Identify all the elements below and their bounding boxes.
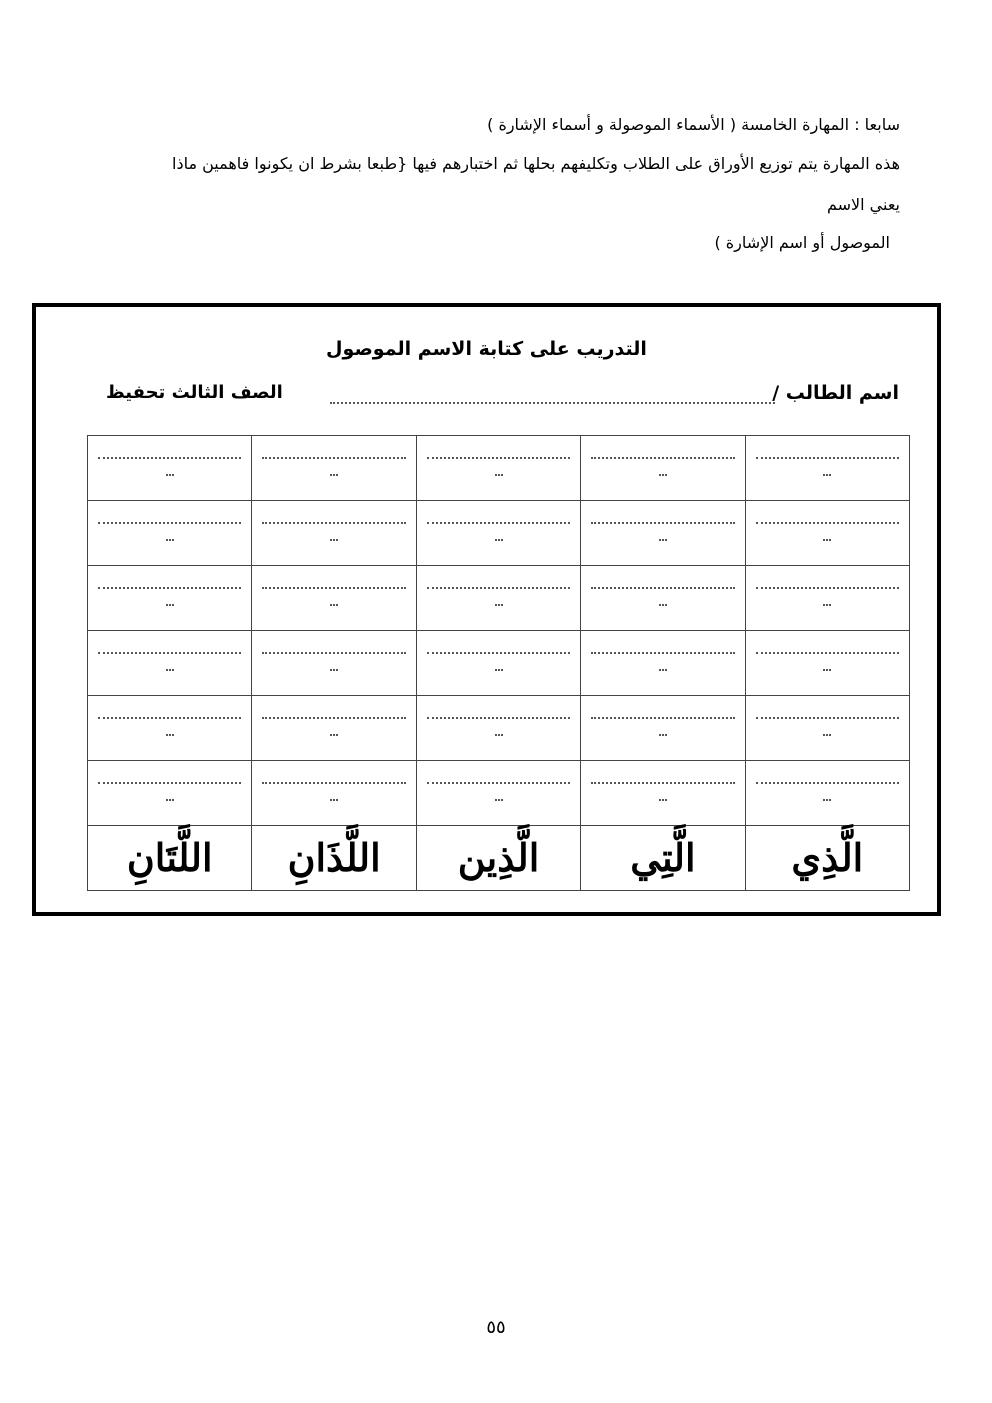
practice-row bbox=[88, 436, 910, 501]
practice-row bbox=[88, 501, 910, 566]
writing-cell[interactable] bbox=[88, 566, 252, 631]
writing-cell[interactable] bbox=[252, 501, 416, 566]
practice-row bbox=[88, 696, 910, 761]
writing-cell[interactable] bbox=[416, 566, 580, 631]
word-cell: الَّذِين bbox=[416, 826, 580, 891]
page-number: ٥٥ bbox=[486, 1317, 506, 1338]
writing-cell[interactable] bbox=[252, 761, 416, 826]
practice-row bbox=[88, 566, 910, 631]
writing-cell[interactable] bbox=[252, 436, 416, 501]
writing-cell[interactable] bbox=[88, 436, 252, 501]
intro-line-2: هذه المهارة يتم توزيع الأوراق على الطلاب وتكليفهم بحلها ثم اختبارهم فيها {طبعا بشرط ان يكونوا فاهمين ماذا bbox=[172, 154, 900, 173]
word-cell: الَّتِي bbox=[581, 826, 745, 891]
intro-line-3: يعني الاسم bbox=[826, 195, 900, 214]
word-row bbox=[88, 826, 910, 891]
writing-cell[interactable] bbox=[252, 566, 416, 631]
word-cell: اللَّتَانِ bbox=[88, 826, 252, 891]
writing-cell[interactable] bbox=[416, 761, 580, 826]
writing-cell[interactable] bbox=[581, 436, 745, 501]
student-name-label: اسم الطالب / bbox=[772, 382, 899, 404]
writing-cell[interactable] bbox=[88, 501, 252, 566]
worksheet-title: التدريب على كتابة الاسم الموصول bbox=[326, 338, 647, 360]
writing-cell[interactable] bbox=[416, 696, 580, 761]
writing-cell[interactable] bbox=[745, 566, 909, 631]
writing-cell[interactable] bbox=[252, 631, 416, 696]
writing-cell[interactable] bbox=[745, 436, 909, 501]
writing-cell[interactable] bbox=[581, 631, 745, 696]
intro-line-1: سابعا : المهارة الخامسة ( الأسماء الموصولة و أسماء الإشارة ) bbox=[487, 115, 900, 134]
writing-cell[interactable] bbox=[745, 501, 909, 566]
writing-cell[interactable] bbox=[252, 696, 416, 761]
writing-cell[interactable] bbox=[88, 631, 252, 696]
writing-cell[interactable] bbox=[581, 501, 745, 566]
writing-cell[interactable] bbox=[581, 566, 745, 631]
writing-practice-table bbox=[87, 435, 910, 891]
writing-cell[interactable] bbox=[416, 631, 580, 696]
writing-cell[interactable] bbox=[416, 436, 580, 501]
writing-cell[interactable] bbox=[88, 696, 252, 761]
student-name-field[interactable] bbox=[330, 379, 775, 404]
word-cell: الَّذِي bbox=[745, 826, 909, 891]
word-cell: اللَّذَانِ bbox=[252, 826, 416, 891]
worksheet-frame bbox=[32, 303, 941, 916]
class-label: الصف الثالث تحفيظ bbox=[106, 382, 283, 403]
writing-cell[interactable] bbox=[745, 696, 909, 761]
practice-row bbox=[88, 761, 910, 826]
writing-cell[interactable] bbox=[745, 761, 909, 826]
writing-cell[interactable] bbox=[581, 761, 745, 826]
writing-cell[interactable] bbox=[581, 696, 745, 761]
intro-line-4: الموصول أو اسم الإشارة ) bbox=[714, 233, 890, 252]
writing-cell[interactable] bbox=[745, 631, 909, 696]
writing-cell[interactable] bbox=[416, 501, 580, 566]
practice-row bbox=[88, 631, 910, 696]
writing-cell[interactable] bbox=[88, 761, 252, 826]
